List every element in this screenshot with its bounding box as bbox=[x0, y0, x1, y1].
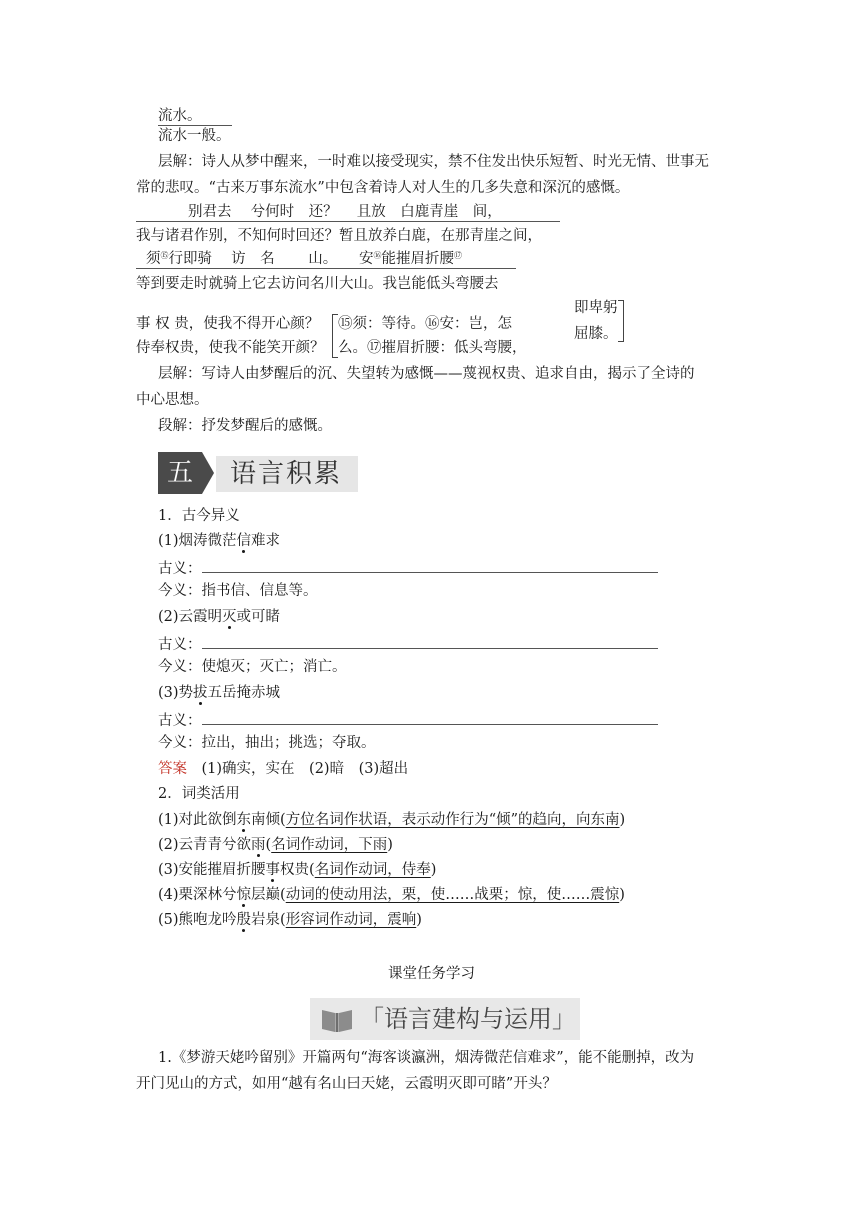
section-arrow bbox=[202, 452, 214, 494]
section-number: 五 bbox=[166, 458, 193, 488]
answer-blank[interactable] bbox=[202, 558, 658, 573]
section-heading: 课堂任务学习 bbox=[388, 966, 475, 982]
question-text: 1.《梦游天姥吟留别》开篇两句“海客谈瀛洲，烟涛微茫信难求”，能不能删掉，改为 bbox=[158, 1050, 695, 1066]
emphasis-char: 东 bbox=[236, 812, 252, 828]
subheading: 2．词类活用 bbox=[158, 786, 240, 802]
modern-meaning: 今义：拉出，抽出；挑选；夺取。 bbox=[158, 735, 376, 751]
usage-item: (3)安能摧眉折腰事权贵(名词作动词，侍奉) bbox=[158, 862, 437, 878]
section-header bbox=[158, 452, 358, 494]
ancient-meaning-row: 古义： bbox=[158, 558, 658, 578]
answer-label: 答案 bbox=[158, 761, 187, 777]
footnote-text: ⑮须：等待。⑯安：岂，怎 bbox=[338, 316, 512, 332]
footnote-marker: ⑮ bbox=[160, 251, 169, 260]
emphasis-char: 殷 bbox=[236, 912, 252, 928]
section-title: 语言积累 bbox=[216, 456, 358, 492]
commentary-text: 层解：写诗人由梦醒后的沉、失望转为感慨——蔑视权贵、追求自由，揭示了全诗的 bbox=[158, 366, 695, 382]
footnote-marker: ⑯ bbox=[373, 251, 382, 260]
commentary-text: 段解：抒发梦醒后的感慨。 bbox=[158, 418, 332, 434]
translation-line: 流水一般。 bbox=[158, 128, 231, 144]
translation-line: 等到要走时就骑上它去访问名川大山。我岂能低头弯腰去 bbox=[136, 276, 499, 292]
usage-item: (4)栗深林兮惊层巅(动词的使动用法，栗，使……战栗；惊，使……震惊) bbox=[158, 887, 625, 903]
modern-meaning: 今义：使熄灭；灭亡；消亡。 bbox=[158, 659, 347, 675]
modern-meaning: 今义：指书信、信息等。 bbox=[158, 583, 318, 599]
usage-item: (1)对此欲倒东南倾(方位名词作状语，表示动作行为“倾”的趋向，向东南) bbox=[158, 812, 626, 828]
usage-item: (2)云青青兮欲雨(名词作动词，下雨) bbox=[158, 837, 393, 853]
note-bracket bbox=[618, 300, 624, 342]
answer-blank[interactable] bbox=[202, 634, 658, 649]
example-sentence: (2)云霞明灭或可睹 bbox=[158, 609, 281, 625]
commentary-text: 常的悲叹。“古来万事东流水”中包含着诗人对人生的几多失意和深沉的感慨。 bbox=[136, 180, 630, 196]
example-sentence: (1)烟涛微茫信难求 bbox=[158, 533, 281, 549]
usage-item: (5)熊咆龙吟殷岩泉(形容词作动词，震响) bbox=[158, 912, 422, 928]
question-text: 开门见山的方式，如用“越有名山曰天姥，云霞明灭即可睹”开头？ bbox=[136, 1076, 557, 1092]
translation-line: 我与诸君作别，不知何时回还？暂且放养白鹿，在那青崖之间， bbox=[136, 228, 542, 244]
answer-text: (1)确实，实在 (2)暗 (3)超出 bbox=[201, 761, 409, 777]
answer-row bbox=[158, 761, 408, 778]
footnote-text: 即卑躬 bbox=[574, 300, 618, 316]
emphasis-char: 雨 bbox=[251, 837, 266, 853]
module-banner bbox=[310, 998, 580, 1040]
emphasis-char: 灭 bbox=[222, 609, 237, 625]
translation-line: 侍奉权贵，使我不能笑开颜？ bbox=[136, 340, 325, 356]
poem-line: 事 权 贵，使我不得开心颜？ bbox=[136, 316, 320, 332]
footnote-text: 屈膝。 bbox=[574, 326, 618, 342]
footnote-text: 么。⑰摧眉折腰：低头弯腰， bbox=[338, 340, 527, 356]
ancient-meaning-row: 古义： bbox=[158, 634, 658, 654]
emphasis-char: 拔 bbox=[193, 685, 208, 701]
poem-line: 别君去 兮何时 还？ 且放 白鹿青崖 间， bbox=[136, 204, 560, 222]
commentary-text: 中心思想。 bbox=[136, 392, 209, 408]
subheading: 1．古今异义 bbox=[158, 508, 240, 524]
commentary-text: 层解：诗人从梦中醒来，一时难以接受现实，禁不住发出快乐短暂、时光无情、世事无 bbox=[158, 154, 709, 170]
book-icon bbox=[320, 1006, 354, 1034]
ancient-meaning-row: 古义： bbox=[158, 710, 658, 730]
answer-blank[interactable] bbox=[202, 710, 658, 725]
example-sentence: (3)势拔五岳掩赤城 bbox=[158, 685, 281, 701]
poem-line: 须⑮行即骑 访 名 山。 安⑯能摧眉折腰⑰ bbox=[136, 251, 516, 269]
footnote-marker: ⑰ bbox=[453, 251, 462, 260]
banner-title: 「语言建构与运用」 bbox=[360, 1005, 576, 1033]
emphasis-char: 惊 bbox=[236, 887, 252, 903]
emphasis-char: 事 bbox=[265, 862, 281, 878]
gloss-line: 流水。 bbox=[158, 108, 232, 126]
emphasis-char: 信 bbox=[236, 533, 252, 549]
